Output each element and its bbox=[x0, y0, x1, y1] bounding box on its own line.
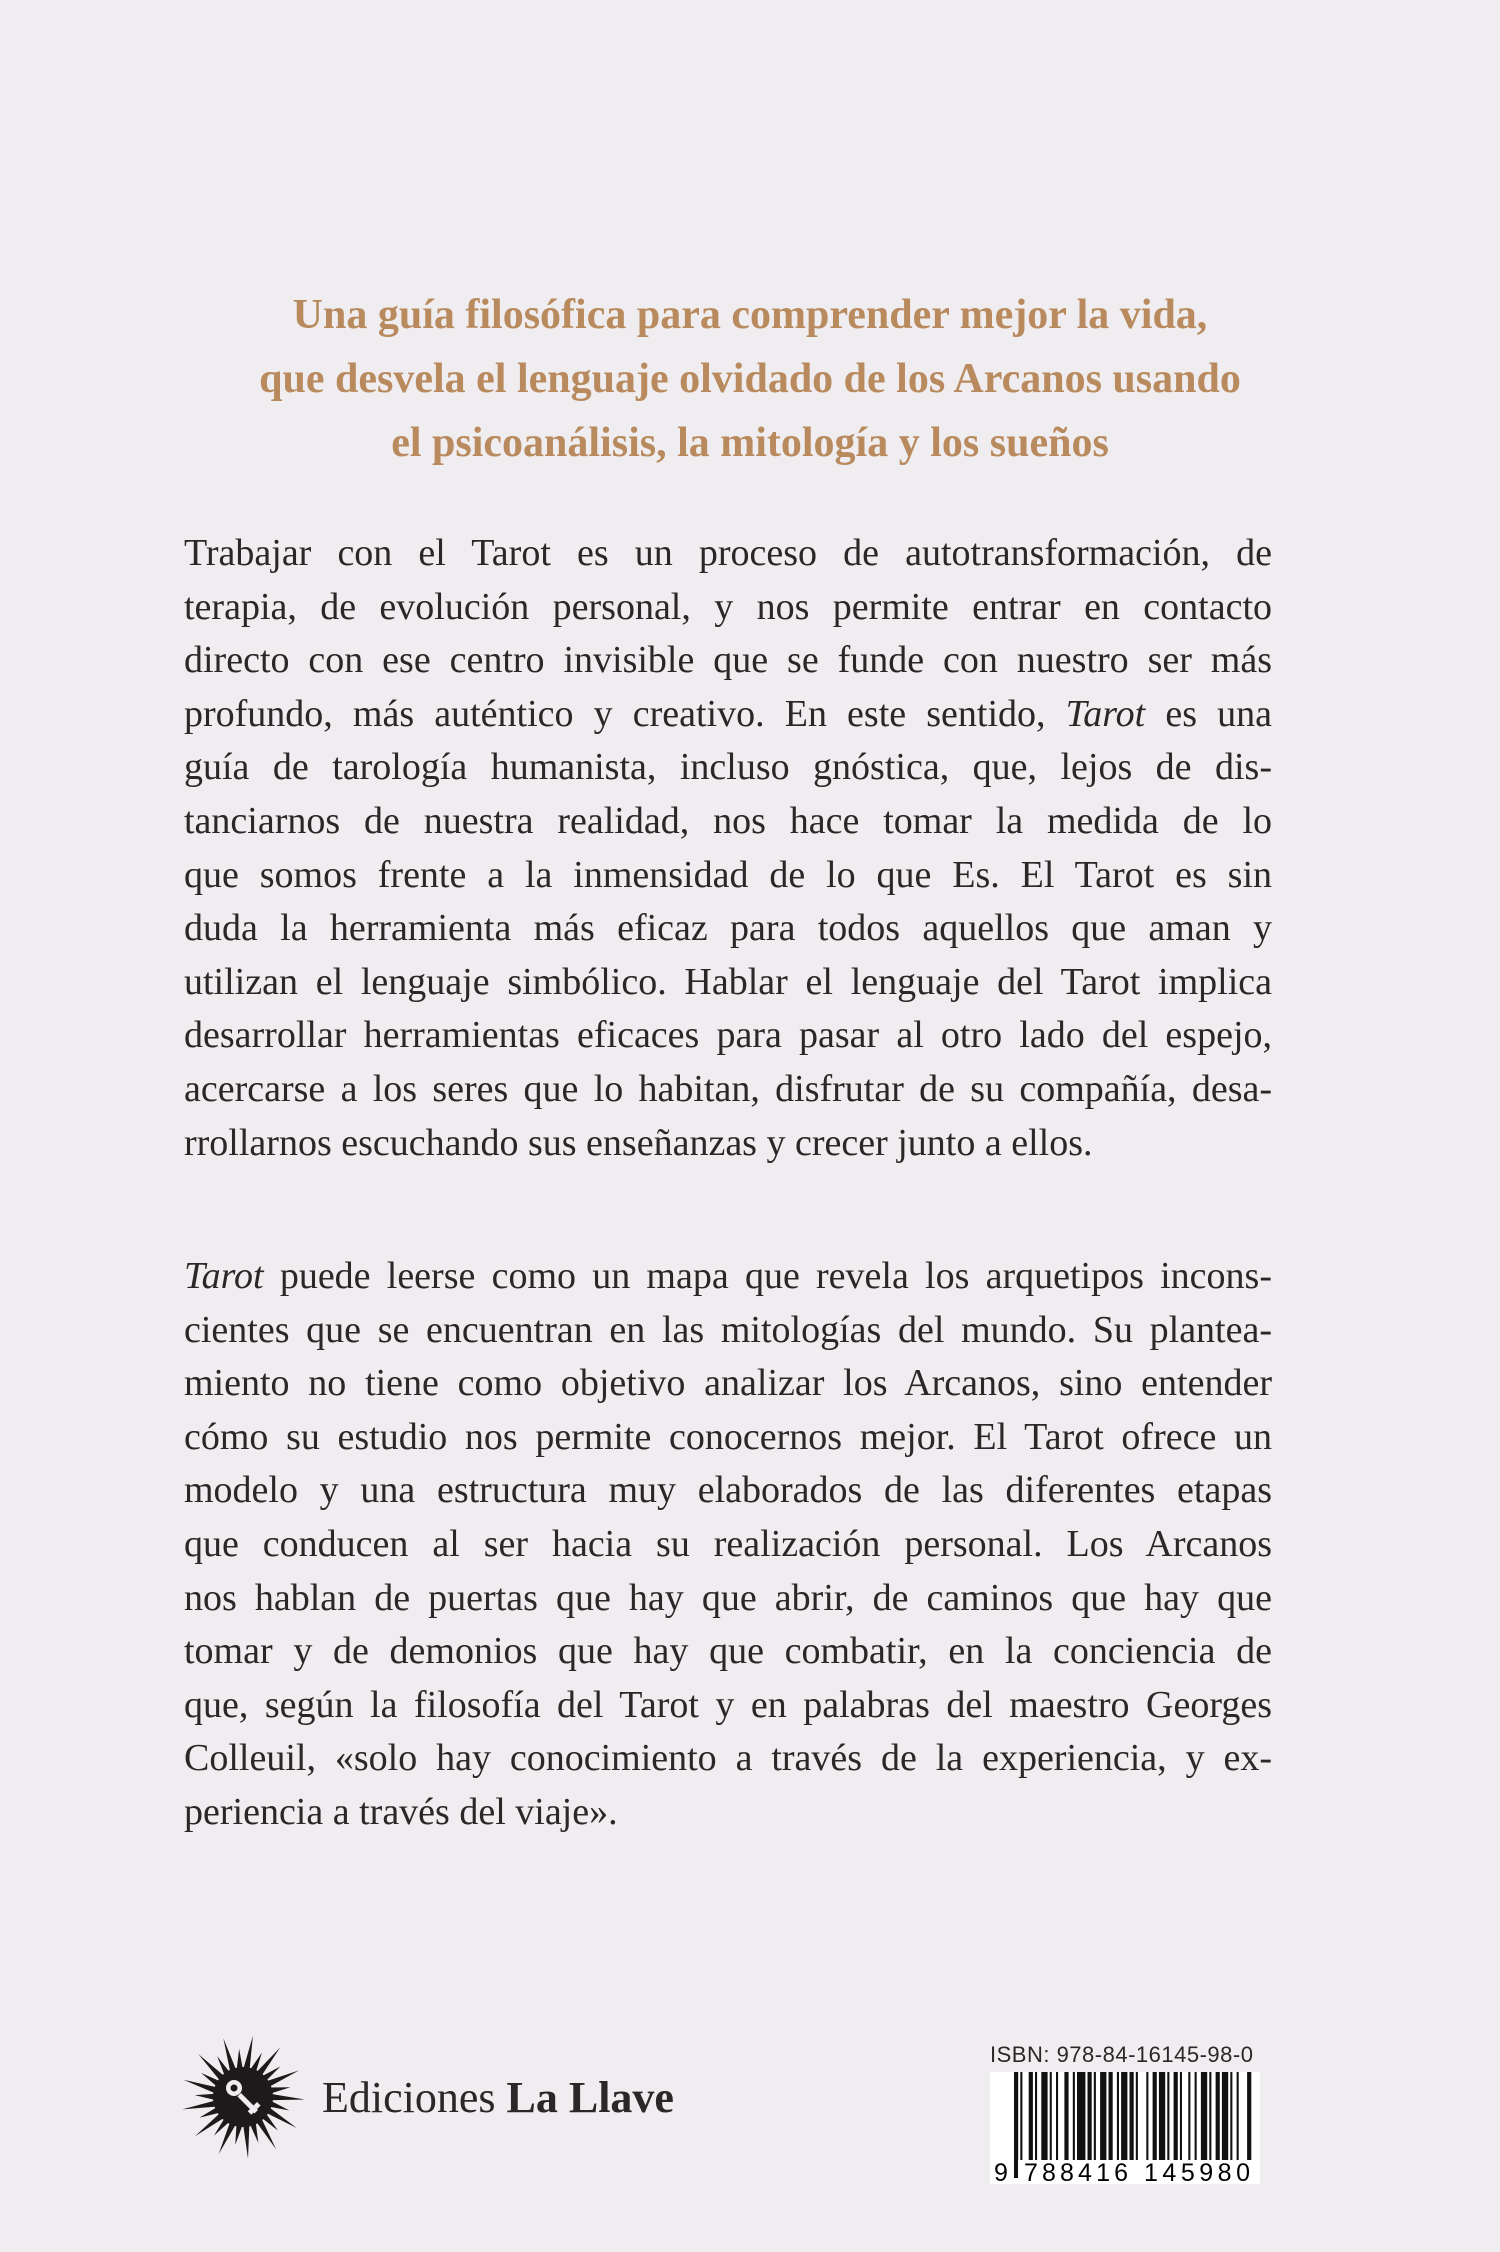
paragraph-line: nos hablan de puertas que hay que abrir, de caminos que hay que bbox=[184, 1576, 1272, 1619]
sun-ray bbox=[182, 2100, 217, 2109]
barcode-bar bbox=[1153, 2072, 1157, 2160]
tagline-line-2: que desvela el lenguaje olvidado de los Arcanos usando bbox=[259, 356, 1241, 402]
barcode-bar bbox=[1050, 2072, 1052, 2160]
barcode-bar bbox=[1117, 2072, 1119, 2160]
paragraph-line: guía de tarología humanista, incluso gnóstica, que, lejos de dis- bbox=[184, 746, 1272, 789]
line-segment: puede leerse como un mapa que revela los arquetipos incons- bbox=[279, 1255, 1272, 1297]
paragraph-line: periencia a través del viaje». bbox=[184, 1790, 618, 1833]
isbn-label: ISBN: 978-84-16145-98-0 bbox=[990, 2042, 1254, 2067]
publisher-imprint bbox=[178, 2032, 674, 2162]
description-paragraph-2 bbox=[184, 1250, 1272, 1840]
isbn-barcode bbox=[990, 2042, 1260, 2184]
paragraph-line: tomar y de demonios que hay que combatir, en la conciencia de bbox=[184, 1630, 1272, 1673]
barcode-bar bbox=[1056, 2072, 1058, 2160]
barcode-bar bbox=[1180, 2072, 1182, 2160]
barcode-digits-left: 788416 bbox=[1024, 2159, 1128, 2184]
barcode-bar bbox=[1174, 2072, 1178, 2160]
sun-ray bbox=[243, 2123, 249, 2159]
barcode-bar bbox=[1188, 2072, 1190, 2160]
book-title-italic: Tarot bbox=[184, 1255, 264, 1297]
paragraph-line: Colleuil, «solo hay conocimiento a través de la experiencia, y ex- bbox=[184, 1737, 1272, 1780]
publisher-name bbox=[322, 2072, 674, 2123]
barcode-digit-first: 9 bbox=[994, 2159, 1008, 2184]
barcode-digits-right: 145980 bbox=[1144, 2159, 1250, 2184]
paragraph-line: Trabajar con el Tarot es un proceso de autotransformación, de bbox=[184, 532, 1272, 574]
paragraph-line: cómo su estudio nos permite conocernos mejor. El Tarot ofrece un bbox=[184, 1415, 1272, 1458]
line-segment: es una bbox=[1165, 692, 1273, 735]
sun-ray bbox=[195, 2094, 217, 2100]
publisher-name-bold: La Llave bbox=[506, 2072, 674, 2122]
barcode-bar bbox=[1201, 2072, 1207, 2160]
barcode-bar bbox=[1130, 2072, 1134, 2160]
barcode-bar bbox=[1222, 2072, 1228, 2160]
line-segment: profundo, más auténtico y creativo. En este sentido, bbox=[184, 692, 1046, 735]
barcode-bar bbox=[1073, 2072, 1075, 2160]
tagline bbox=[150, 283, 1350, 475]
barcode-bar bbox=[1146, 2072, 1148, 2160]
paragraph-line: miento no tiene como objetivo analizar los Arcanos, sino entender bbox=[184, 1362, 1272, 1405]
paragraph-line: cientes que se encuentran en las mitologías del mundo. Su plantea- bbox=[184, 1308, 1272, 1351]
tagline-line-3: el psicoanálisis, la mitología y los sueños bbox=[391, 420, 1109, 466]
sun-ray bbox=[270, 2094, 305, 2100]
barcode-bar bbox=[1041, 2072, 1047, 2160]
tagline-line-1: Una guía filosófica para comprender mejor la vida, bbox=[292, 292, 1208, 338]
paragraph-line: modelo y una estructura muy elaborados de las diferentes etapas bbox=[184, 1469, 1272, 1512]
barcode-bar bbox=[1094, 2072, 1096, 2160]
barcode-bar bbox=[1136, 2072, 1138, 2160]
paragraph-line bbox=[184, 1250, 1272, 1304]
barcode-bar bbox=[1121, 2072, 1127, 2160]
paragraph-line: que conducen al ser hacia su realización personal. Los Arcanos bbox=[184, 1522, 1272, 1565]
barcode-bar bbox=[1216, 2072, 1220, 2160]
paragraph-line: directo con ese centro invisible que se funde con nuestro ser más bbox=[184, 639, 1272, 682]
book-title-italic: Tarot bbox=[1065, 692, 1146, 735]
barcode-bar bbox=[1064, 2072, 1068, 2160]
barcode-bar bbox=[1035, 2072, 1037, 2160]
paragraph-line: acercarse a los seres que lo habitan, disfrutar de su compañía, desa- bbox=[184, 1067, 1272, 1110]
paragraph-line: que, según la filosofía del Tarot y en palabras del maestro Georges bbox=[184, 1683, 1272, 1726]
paragraph-line: utilizan el lenguaje simbólico. Hablar el lenguaje del Tarot implica bbox=[184, 960, 1272, 1003]
paragraph-line bbox=[184, 688, 1272, 742]
barcode-bar bbox=[1100, 2072, 1106, 2160]
sun-key-logo-icon bbox=[178, 2032, 308, 2162]
barcode-bar bbox=[1029, 2072, 1033, 2160]
barcode-bar bbox=[1014, 2072, 1018, 2178]
barcode-bar bbox=[1230, 2072, 1232, 2160]
barcode-bar bbox=[1195, 2072, 1197, 2160]
barcode-bar bbox=[1077, 2072, 1085, 2160]
paragraph-line: duda la herramienta más eficaz para todos aquellos que aman y bbox=[184, 907, 1272, 950]
paragraph-line: desarrollar herramientas eficaces para pasar al otro lado del espejo, bbox=[184, 1014, 1272, 1057]
barcode-bar bbox=[1209, 2072, 1211, 2160]
barcode-bar bbox=[1109, 2072, 1113, 2160]
paragraph-line: terapia, de evolución personal, y nos permite entrar en contacto bbox=[184, 585, 1272, 628]
barcode-bar bbox=[1159, 2072, 1165, 2160]
sun-ray bbox=[243, 2036, 253, 2071]
barcode-bar bbox=[1088, 2072, 1092, 2160]
paragraph-line: rrollarnos escuchando sus enseñanzas y crecer junto a ellos. bbox=[184, 1121, 1093, 1164]
description-paragraph-1 bbox=[184, 527, 1272, 1170]
paragraph-line: que somos frente a la inmensidad de lo que Es. El Tarot es sin bbox=[184, 853, 1272, 896]
paragraph-line: tanciarnos de nuestra realidad, nos hace tomar la medida de lo bbox=[184, 799, 1272, 842]
publisher-name-regular: Ediciones bbox=[322, 2072, 496, 2122]
barcode-bar bbox=[1167, 2072, 1169, 2160]
barcode-image bbox=[990, 2072, 1260, 2184]
